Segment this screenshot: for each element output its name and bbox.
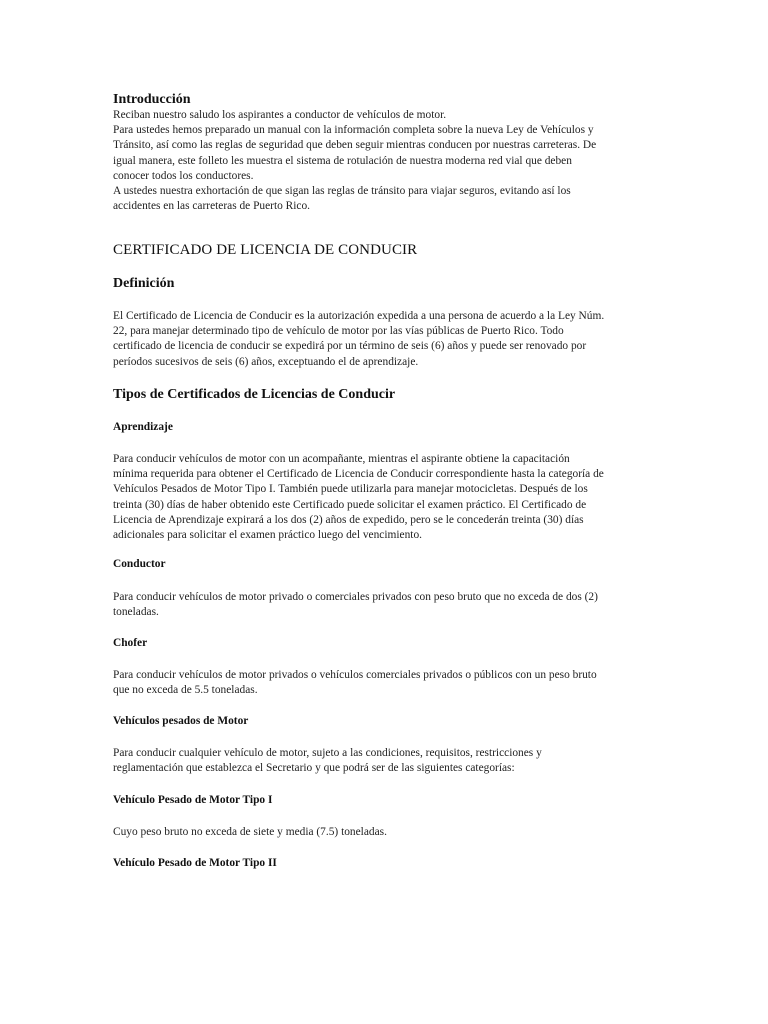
conductor-paragraph	[113, 590, 598, 620]
tipo1-paragraph	[113, 825, 387, 840]
chofer-line: Para conducir vehículos de motor privados o vehículos comerciales privados o públicos con un peso bruto	[113, 669, 597, 681]
intro-line: conocer todos los conductores.	[113, 169, 254, 182]
aprendizaje-line: Vehículos Pesados de Motor Tipo I. También puede utilizarla para manejar motocicletas. Después de los	[113, 483, 588, 496]
aprendizaje-line: mínima requerida para obtener el Certificado de Licencia de Conducir correspondiente hasta la categoría de	[113, 468, 604, 481]
conductor-line: Para conducir vehículos de motor privado o comerciales privados con peso bruto que no exceda de dos (2)	[113, 591, 598, 603]
aprendizaje-line: Licencia de Aprendizaje expirará a los dos (2) años de expedido, pero se le concederán treinta (30) días	[113, 513, 584, 526]
intro-line: Tránsito, así como las reglas de seguridad que deben seguir mientras conducen por nuestras carreteras. De	[113, 139, 597, 152]
intro-heading: Introducción	[113, 92, 191, 107]
tipos-heading: Tipos de Certificados de Licencias de Conducir	[113, 387, 396, 402]
pesados-paragraph	[113, 746, 542, 776]
pesados-line: reglamentación que establezca el Secretario y que podrá ser de las siguientes categorías:	[113, 762, 515, 775]
definicion-line: certificado de licencia de conducir se expedirá por un término de seis (6) años y puede ser renovado por	[113, 340, 587, 353]
intro-line: accidentes en las carreteras de Puerto Rico.	[113, 200, 311, 213]
tipo1-heading: Vehículo Pesado de Motor Tipo I	[113, 794, 273, 806]
chofer-paragraph	[113, 668, 597, 698]
aprendizaje-line: treinta (30) días de haber obtenido este Certificado puede solicitar el examen práctico. El Certificado de	[113, 498, 587, 511]
aprendizaje-paragraph	[113, 452, 604, 543]
conductor-line: toneladas.	[113, 606, 159, 619]
intro-line: Reciban nuestro saludo los aspirantes a conductor de vehículos de motor.	[113, 109, 447, 121]
intro-line: A ustedes nuestra exhortación de que sigan las reglas de tránsito para viajar seguros, evitando así los	[113, 185, 571, 198]
pesados-line: Para conducir cualquier vehículo de motor, sujeto a las condiciones, requisitos, restricciones y	[113, 747, 542, 759]
tipo2-heading: Vehículo Pesado de Motor Tipo II	[113, 857, 277, 869]
chofer-heading: Chofer	[113, 637, 148, 649]
aprendizaje-heading: Aprendizaje	[113, 421, 173, 433]
definicion-heading: Definición	[113, 276, 175, 291]
aprendizaje-line: Para conducir vehículos de motor con un acompañante, mientras el aspirante obtiene la capacitación	[113, 453, 570, 465]
pesados-heading: Vehículos pesados de Motor	[113, 715, 249, 727]
chofer-line: que no exceda de 5.5 toneladas.	[113, 684, 258, 697]
definicion-line: El Certificado de Licencia de Conducir es la autorización expedida a una persona de acuerdo a la Ley Núm.	[113, 310, 605, 322]
intro-line: igual manera, este folleto les muestra el sistema de rotulación de nuestra moderna red vial que deben	[113, 154, 572, 167]
tipo1-line: Cuyo peso bruto no exceda de siete y media (7.5) toneladas.	[113, 826, 387, 838]
aprendizaje-line: adicionales para solicitar el examen práctico luego del vencimiento.	[113, 529, 422, 542]
definicion-line: períodos sucesivos de seis (6) años, exceptuando el de aprendizaje.	[113, 355, 419, 368]
intro-line: Para ustedes hemos preparado un manual con la información completa sobre la nueva Ley de Vehículos y	[113, 124, 594, 137]
definicion-line: 22, para manejar determinado tipo de vehículo de motor por las vías públicas de Puerto Rico. Todo	[113, 325, 564, 338]
conductor-heading: Conductor	[113, 558, 166, 570]
intro-paragraph	[113, 108, 596, 214]
definicion-paragraph	[113, 309, 604, 370]
certificado-heading: CERTIFICADO DE LICENCIA DE CONDUCIR	[113, 242, 418, 258]
